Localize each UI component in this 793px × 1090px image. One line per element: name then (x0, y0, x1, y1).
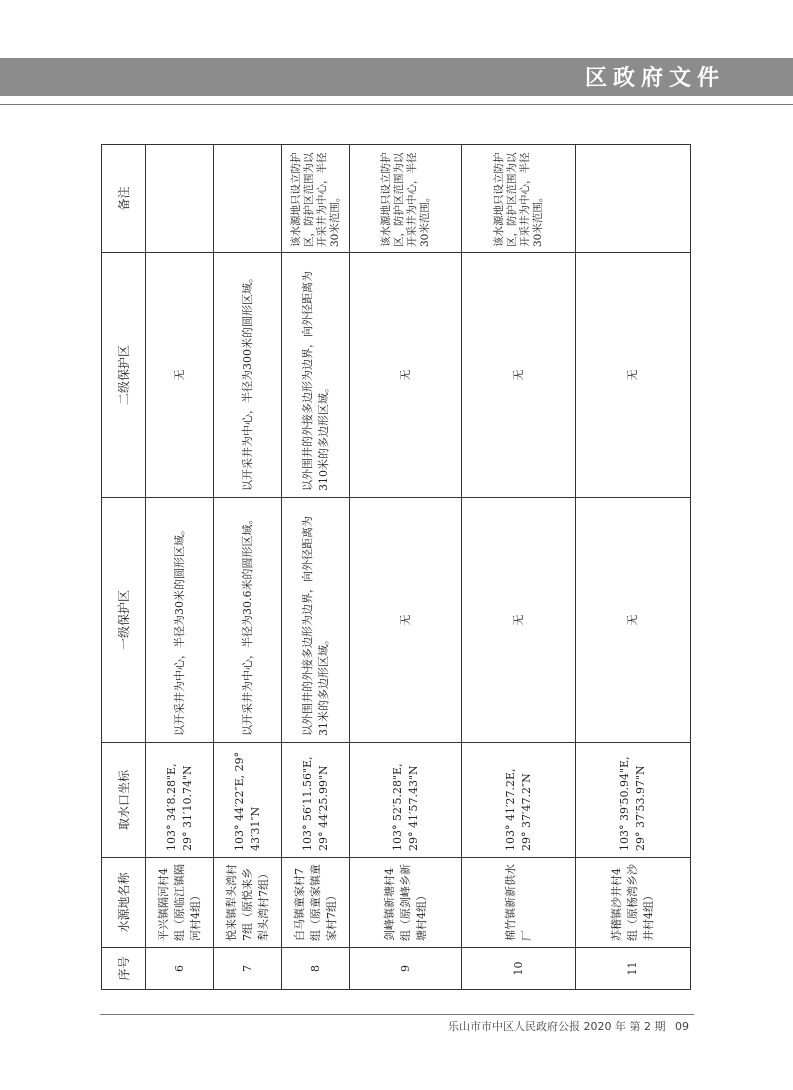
table-container (101, 145, 690, 990)
rotated-table (101, 145, 690, 990)
cell-coords: 103° 34′8.28"E, 29° 31′10.74"N (146, 743, 214, 858)
cell-zone1: 无 (576, 498, 691, 743)
cell-index: 10 (462, 948, 576, 990)
cell-zone2: 以开采井为中心，半径为300米的圆形区域。 (214, 253, 282, 498)
header-cell-coords: 取水口坐标 (102, 743, 146, 858)
table-row (350, 145, 462, 990)
cell-notes (576, 145, 691, 253)
table-row (576, 145, 691, 990)
header-cell-index: 序号 (102, 948, 146, 990)
cell-name: 苏稽镇沙井村4组（原杨湾乡沙井村4组） (576, 858, 691, 948)
cell-coords: 103° 39′50.94"E, 29° 37′53.97"N (576, 743, 691, 858)
table-row (214, 145, 282, 990)
cell-name: 平兴镇隔河村4组（原临江镇隔河村4组） (146, 858, 214, 948)
header-rule (0, 104, 793, 105)
cell-zone2: 无 (462, 253, 576, 498)
cell-zone1: 以开采井为中心，半径为30.6米的圆形区域。 (214, 498, 282, 743)
cell-notes: 该水源地只设立防护区，防护区范围为以开采井为中心，半径30米范围。 (282, 145, 350, 253)
header-cell-zone1: 一级保护区 (102, 498, 146, 743)
header-cell-name: 水源地名称 (102, 858, 146, 948)
table-row (462, 145, 576, 990)
cell-coords: 103° 44′22″E, 29° 43′31″N (214, 743, 282, 858)
cell-index: 8 (282, 948, 350, 990)
cell-name: 白马镇童家村7组（原童家镇童家村7组） (282, 858, 350, 948)
cell-coords: 103° 56′11.56"E, 29° 44′25.99"N (282, 743, 350, 858)
table-row (146, 145, 214, 990)
page-footer (448, 1018, 689, 1034)
table-row (282, 145, 350, 990)
table-header-row (102, 145, 146, 990)
cell-coords: 103° 52′5.28"E, 29° 41′57.43"N (350, 743, 462, 858)
page-number: 09 (675, 1020, 689, 1033)
header-banner (0, 58, 793, 96)
header-cell-zone2: 二级保护区 (102, 253, 146, 498)
cell-zone1: 无 (462, 498, 576, 743)
header-cell-notes: 备注 (102, 145, 146, 253)
cell-coords: 103° 41′27.2E, 29° 37′47.2″N (462, 743, 576, 858)
footer-rule (100, 1014, 694, 1015)
water-source-table (101, 144, 691, 990)
cell-index: 6 (146, 948, 214, 990)
cell-notes (214, 145, 282, 253)
cell-zone1: 以外围井的外接多边形为边界，向外径距离为31米的多边形区域。 (282, 498, 350, 743)
header-title: 区政府文件 (584, 66, 725, 91)
cell-name: 棉竹镇新新供水厂 (462, 858, 576, 948)
cell-name: 悦来镇犁头湾村7组（原悦来乡犁头湾村7组） (214, 858, 282, 948)
cell-zone2: 无 (146, 253, 214, 498)
cell-zone1: 无 (350, 498, 462, 743)
footer-publication: 乐山市市中区人民政府公报 2020 年 第 2 期 (448, 1020, 666, 1033)
cell-notes: 该水源地只设立防护区，防护区范围为以开采井为中心，半径30米范围。 (462, 145, 576, 253)
cell-zone1: 以开采井为中心，半径为30米的圆形区域。 (146, 498, 214, 743)
cell-index: 7 (214, 948, 282, 990)
cell-name: 剑峰镇新塘村4组（原剑峰乡新塘村4组） (350, 858, 462, 948)
cell-index: 11 (576, 948, 691, 990)
cell-notes (146, 145, 214, 253)
cell-zone2: 无 (350, 253, 462, 498)
cell-notes: 该水源地只设立防护区，防护区范围为以开采井为中心，半径30米范围。 (350, 145, 462, 253)
cell-index: 9 (350, 948, 462, 990)
cell-zone2: 无 (576, 253, 691, 498)
cell-zone2: 以外围井的外接多边形为边界，向外径距离为310米的多边形区域。 (282, 253, 350, 498)
